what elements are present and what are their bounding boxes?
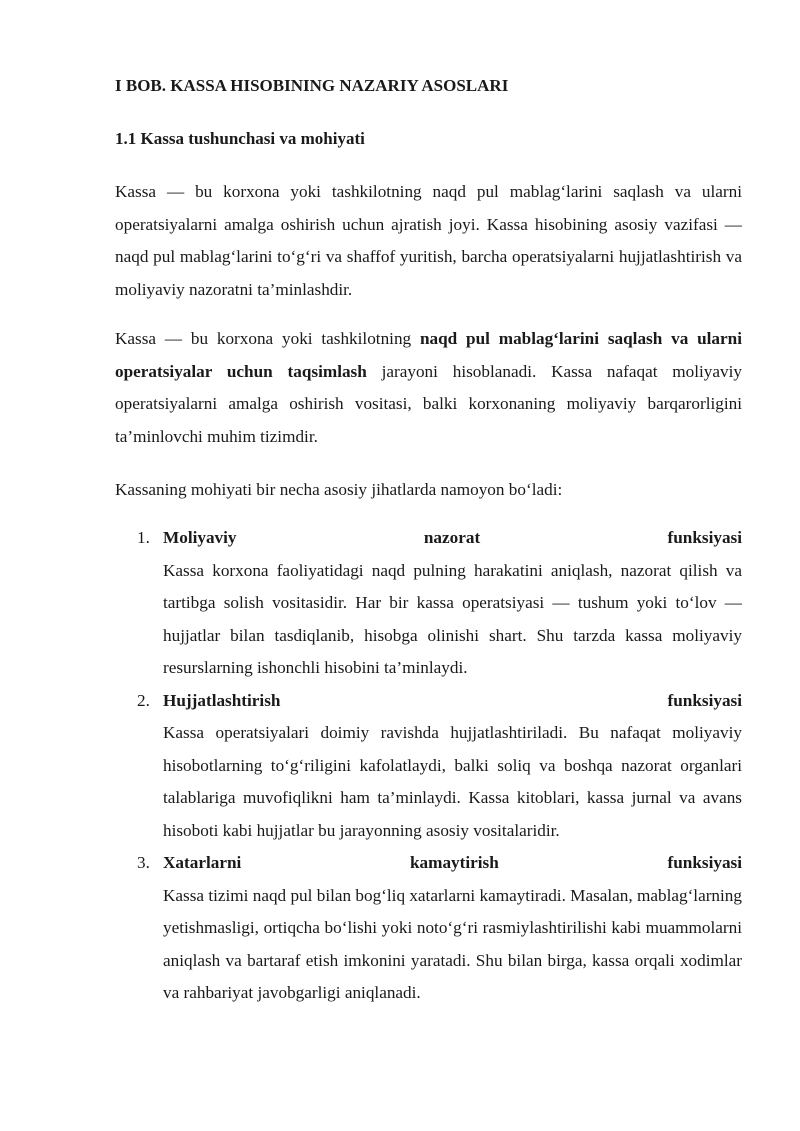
- function-list: [115, 522, 742, 1010]
- heading-word: funksiyasi: [667, 690, 742, 710]
- heading-word: funksiyasi: [667, 528, 742, 547]
- list-item-number: 1.: [137, 528, 150, 547]
- list-item-heading: [163, 847, 742, 880]
- list-item-body: Kassa operatsiyalari doimiy ravishda hujjatlashtiriladi. Bu nafaqat moliyaviy hisobotlarning to‘g‘riligini kafolatlaydi, balki soliq va boshqa nazorat organlari talablariga muvofiqlikni ham ta’minlaydi. Kassa kitoblari, kassa jurnal va avans hisoboti kabi hujjatlar bu jarayonning asosiy vositalaridir.: [163, 723, 742, 840]
- list-item-heading: [163, 685, 742, 718]
- paragraph-process-lead: Kassa — bu korxona yoki tashkilotning: [115, 329, 420, 348]
- chapter-title: I BOB. KASSA HISOBINING NAZARIY ASOSLARI: [115, 76, 509, 95]
- heading-word: Moliyaviy: [163, 528, 237, 547]
- heading-word: funksiyasi: [667, 853, 742, 872]
- paragraph-process-emphasis: naqd pul mablag‘larini saqlash va ularni operatsiyalar uchun taqsimlash: [115, 329, 742, 381]
- paragraph-process-tail: jarayoni hisoblanadi. Kassa nafaqat moliyaviy operatsiyalarni amalga oshirish vositasi, balki korxonaning moliyaviy barqarorligini ta’minlovchi muhim tizimdir.: [115, 361, 742, 446]
- heading-word: Hujjatlashtirish: [163, 690, 281, 710]
- list-item: [115, 685, 742, 848]
- heading-word: kamaytirish: [409, 853, 499, 872]
- heading-word: Xatarlarni: [163, 853, 242, 872]
- list-item: [115, 522, 742, 685]
- list-item-body: Kassa tizimi naqd pul bilan bog‘liq xatarlarni kamaytiradi. Masalan, mablag‘larning yetishmasligi, ortiqcha bo‘lishi yoki noto‘g‘ri rasmiylashtirilishi kabi muammolarni aniqlash va bartaraf etish imkonini yaratadi. Shu bilan birga, kassa orqali xodimlar va rahbariyat javobgarligi aniqlanadi.: [163, 885, 742, 1002]
- section-title: 1.1 Kassa tushunchasi va mohiyati: [115, 129, 365, 148]
- paragraph-intro-list: Kassaning mohiyati bir necha asosiy jihatlarda namoyon bo‘ladi:: [115, 480, 563, 499]
- list-item-number: 3.: [137, 853, 150, 872]
- list-item-heading: [163, 522, 742, 555]
- heading-word: nazorat: [423, 528, 481, 547]
- list-item-number: 2.: [137, 690, 150, 710]
- paragraph-process: [115, 323, 742, 453]
- list-item: [115, 847, 742, 1010]
- paragraph-definition: Kassa — bu korxona yoki tashkilotning naqd pul mablag‘larini saqlash va ularni operatsiyalarni amalga oshirish uchun ajratish joyi. Kassa hisobining asosiy vazifasi — naqd pul mablag‘larini to‘g‘ri va shaffof yuritish, barcha operatsiyalarni hujjatlashtirish va moliyaviy nazoratni ta’minlashdir.: [115, 182, 742, 299]
- list-item-body: Kassa korxona faoliyatidagi naqd pulning harakatini aniqlash, nazorat qilish va tartibga solish vositasidir. Har bir kassa operatsiyasi — tushum yoki to‘lov — hujjatlar bilan tasdiqlanib, hisobga olinishi shart. Shu tarzda kassa moliyaviy resurslarning ishonchli hisobini ta’minlaydi.: [163, 560, 742, 677]
